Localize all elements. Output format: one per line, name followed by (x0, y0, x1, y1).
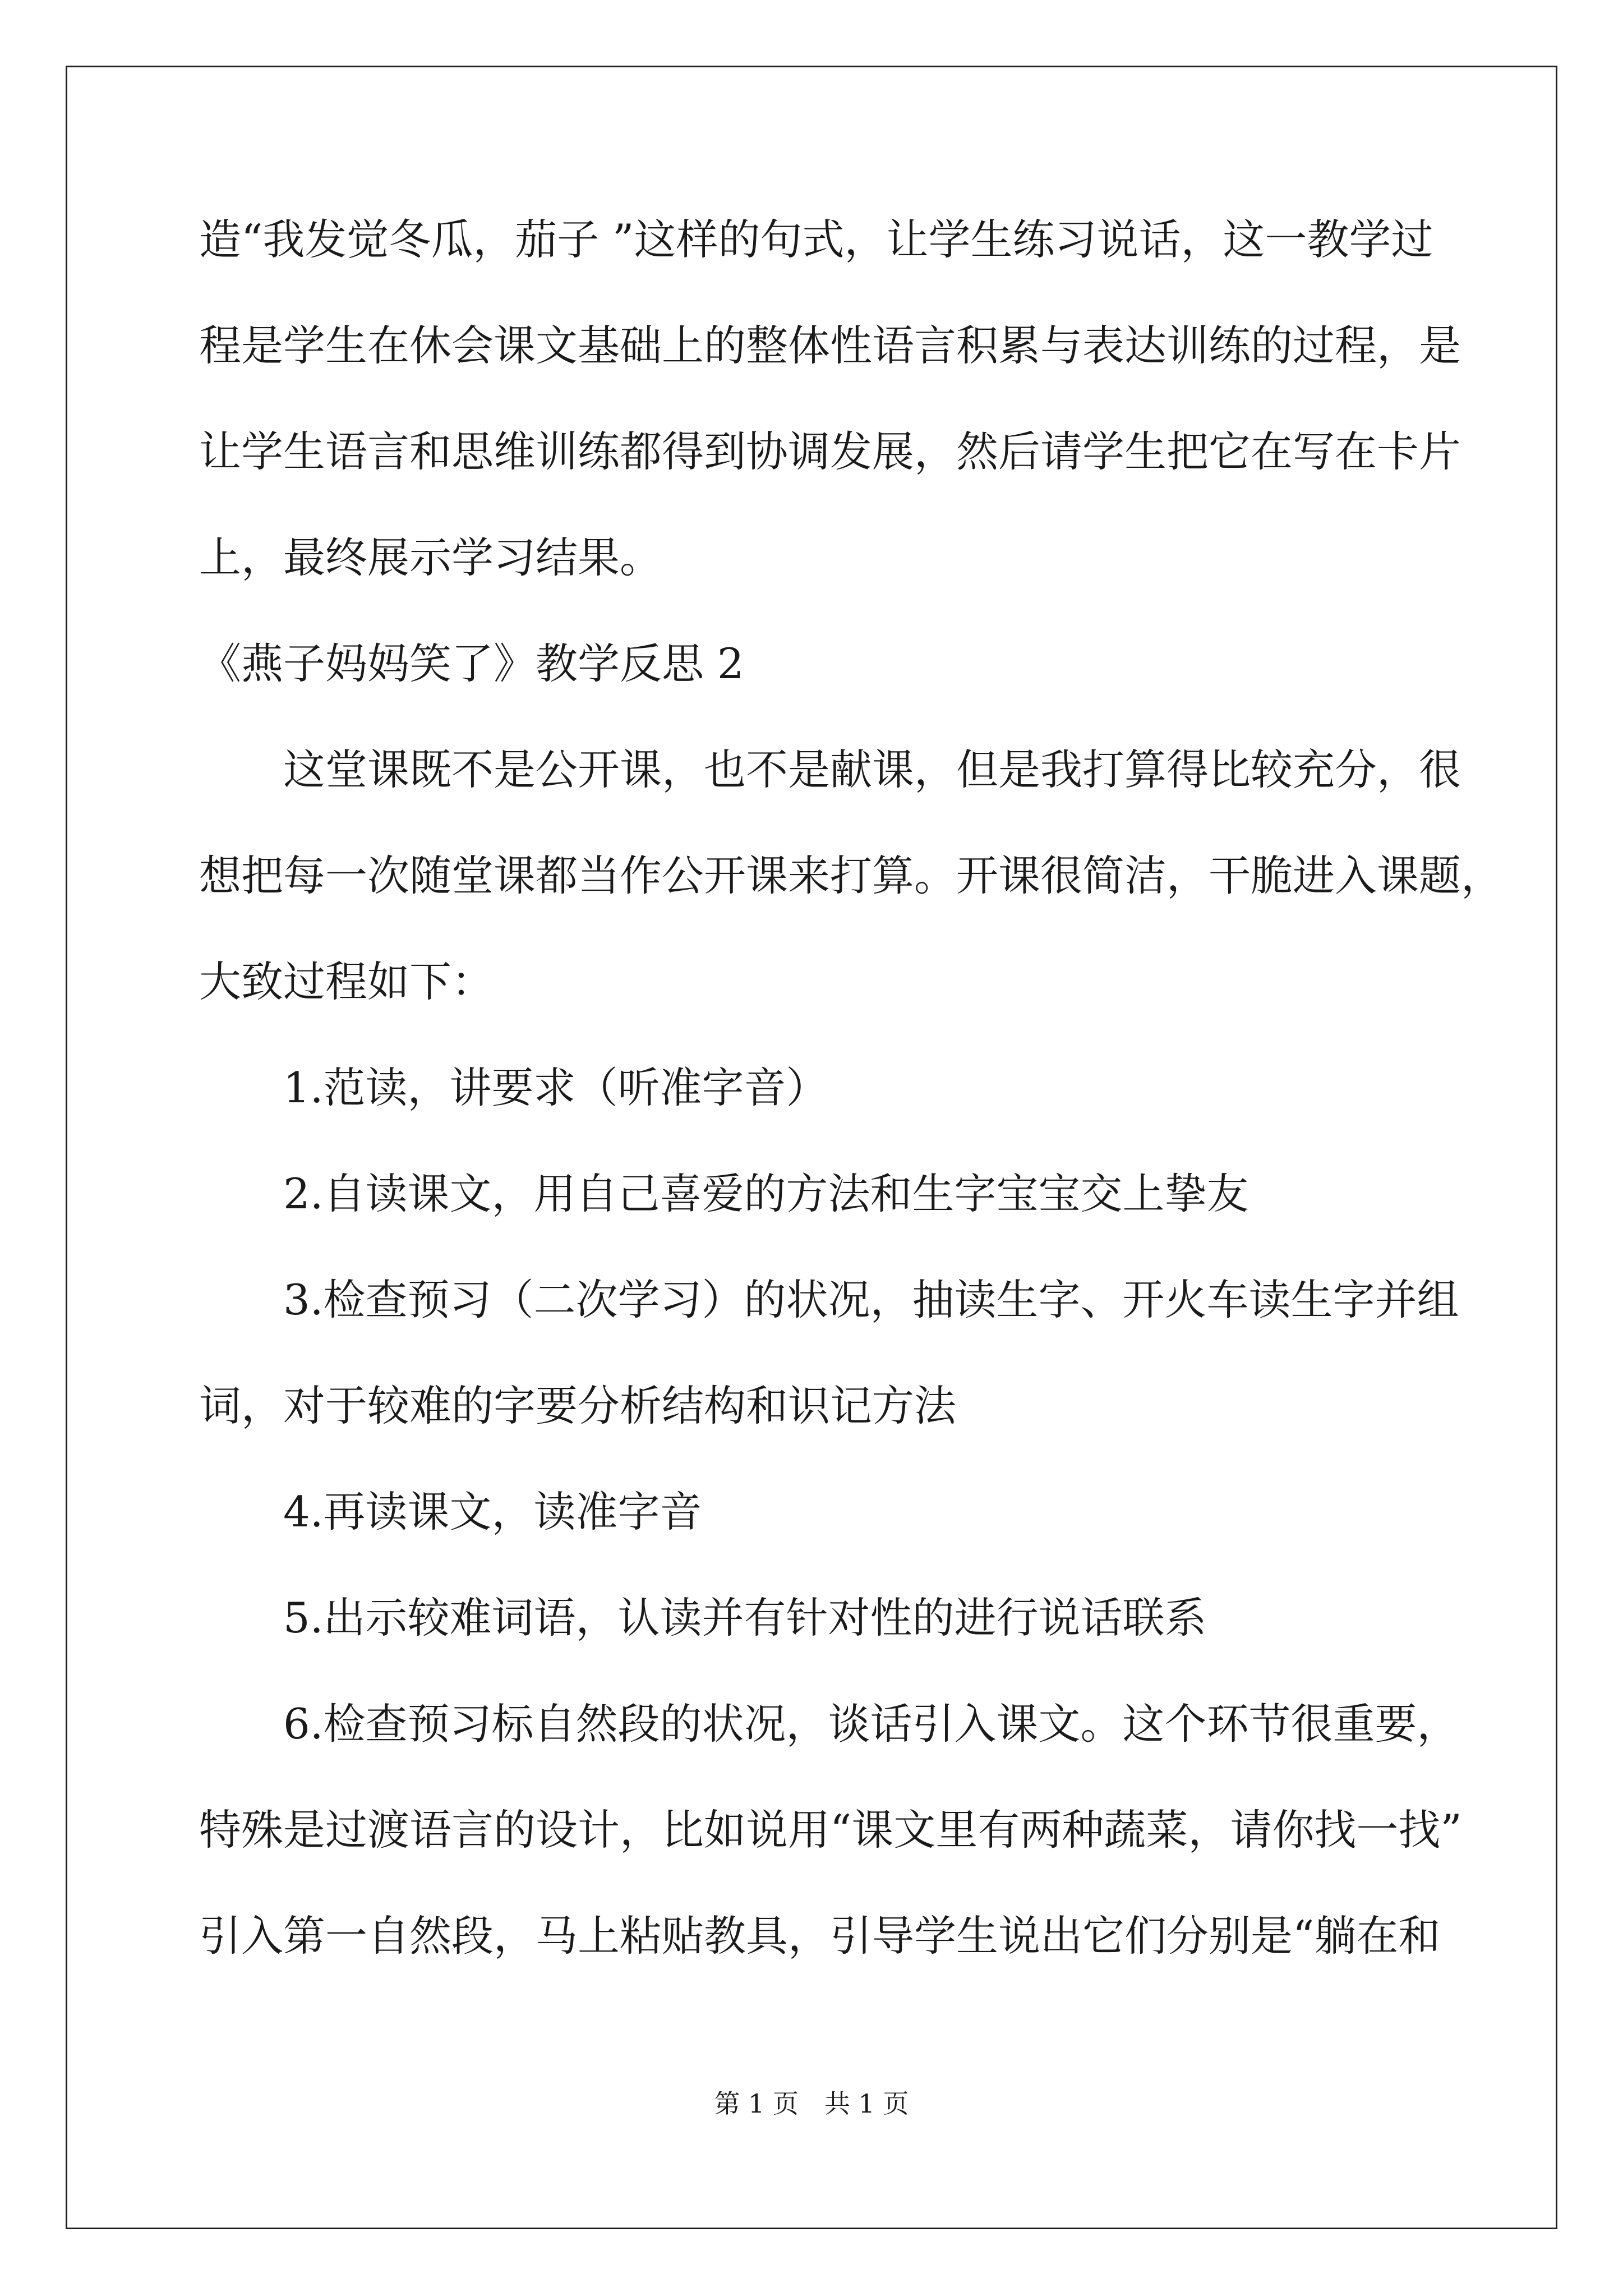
list-item: 3.检查预习（二次学习）的状况，抽读生字、开火车读生字并组 (283, 1275, 1459, 1324)
list-item: 1.范读，讲要求（听准字音） (283, 1063, 828, 1112)
text-line: 这堂课既不是公开课，也不是献课，但是我打算得比较充分，很 (283, 745, 1461, 794)
list-item: 5.出示较难词语，认读并有针对性的进行说话联系 (283, 1593, 1207, 1642)
text-line: 造“我发觉冬瓜，茄子 ”这样的句式，让学生练习说话，这一教学过 (199, 215, 1433, 264)
text-line: 引入第一自然段，马上粘贴教具，引导学生说出它们分别是“躺在和 (199, 1911, 1441, 1961)
section-heading: 《燕子妈妈笑了》教学反思 2 (199, 639, 744, 688)
text-line: 想把每一次随堂课都当作公开课来打算。开课很简洁，干脆进入课题， (199, 851, 1504, 900)
list-item: 6.检查预习标自然段的状况，谈话引入课文。这个环节很重要， (283, 1699, 1459, 1749)
document-body (199, 213, 1504, 2016)
text-line: 程是学生在休会课文基础上的整体性语言积累与表达训练的过程，是 (199, 321, 1461, 370)
list-item: 4.再读课文，读准字音 (283, 1487, 702, 1536)
text-line: 词，对于较难的字要分析结构和识记方法 (199, 1381, 957, 1430)
text-line: 让学生语言和思维训练都得到协调发展，然后请学生把它在写在卡片 (199, 427, 1461, 476)
text-line: 上，最终展示学习结果。 (199, 533, 662, 582)
text-line: 大致过程如下： (199, 957, 494, 1006)
text-line: 特殊是过渡语言的设计，比如说用“课文里有两种蔬菜，请你找一找” (199, 1805, 1462, 1855)
list-item: 2.自读课文，用自己喜爱的方法和生字宝宝交上挚友 (283, 1169, 1249, 1218)
page-footer: 第 1 页 共 1 页 (714, 2088, 909, 2119)
